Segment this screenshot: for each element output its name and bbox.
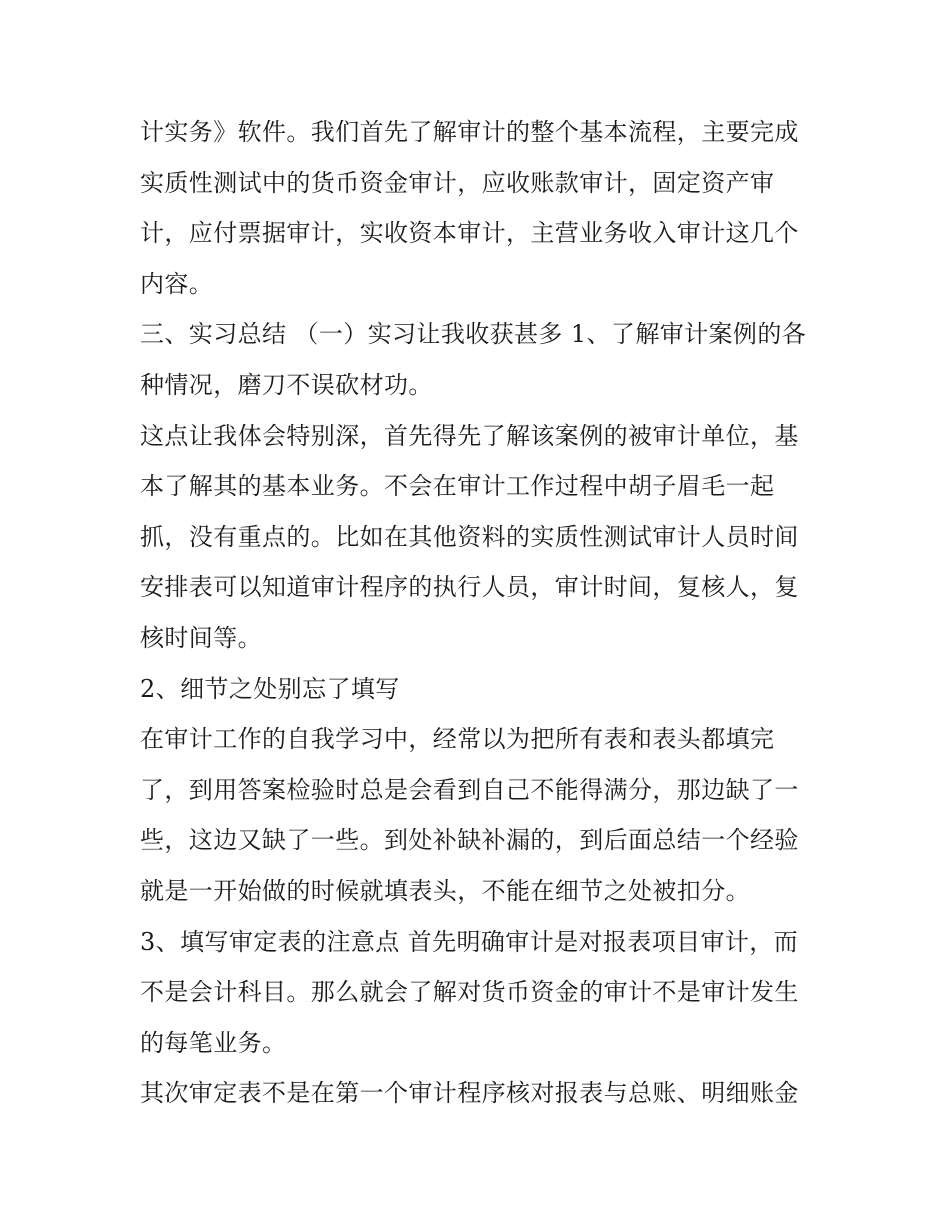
subsection-heading: 3、填写审定表的注意点 首先明确审计是对报表项目审计，而	[140, 927, 799, 956]
text-line: 了，到用答案检验时总是会看到自己不能得满分，那边缺了一	[140, 775, 799, 804]
text-line: 本了解其的基本业务。不会在审计工作过程中胡子眉毛一起	[140, 472, 775, 501]
text-line: 计，应付票据审计，实收资本审计，主营业务收入审计这几个	[140, 219, 799, 248]
text-line: 在审计工作的自我学习中，经常以为把所有表和表头都填完	[140, 725, 775, 754]
text-line: 种情况，磨刀不误砍材功。	[140, 370, 433, 399]
text-line: 核时间等。	[140, 623, 262, 652]
text-line: 不是会计科目。那么就会了解对货币资金的审计不是审计发生	[140, 978, 799, 1007]
text-line: 些，这边又缺了一些。到处补缺补漏的，到后面总结一个经验	[140, 826, 799, 855]
text-line: 实质性测试中的货币资金审计，应收账款审计，固定资产审	[140, 168, 775, 197]
text-line: 计实务》软件。我们首先了解审计的整个基本流程，主要完成	[140, 118, 799, 146]
text-line: 就是一开始做的时候就填表头，不能在细节之处被扣分。	[140, 876, 750, 905]
text-line: 安排表可以知道审计程序的执行人员，审计时间，复核人，复	[140, 573, 799, 602]
text-line: 的每笔业务。	[140, 1028, 287, 1057]
subsection-heading: 2、细节之处别忘了填写	[140, 674, 400, 703]
text-line: 其次审定表不是在第一个审计程序核对报表与总账、明细账金	[140, 1079, 799, 1108]
section-heading: 三、实习总结 （一）实习让我收获甚多 1、了解审计案例的各	[140, 320, 807, 349]
text-line: 内容。	[140, 269, 214, 298]
text-line: 这点让我体会特别深，首先得先了解该案例的被审计单位，基	[140, 421, 799, 450]
text-line: 抓，没有重点的。比如在其他资料的实质性测试审计人员时间	[140, 522, 799, 551]
document-body	[140, 107, 820, 1119]
